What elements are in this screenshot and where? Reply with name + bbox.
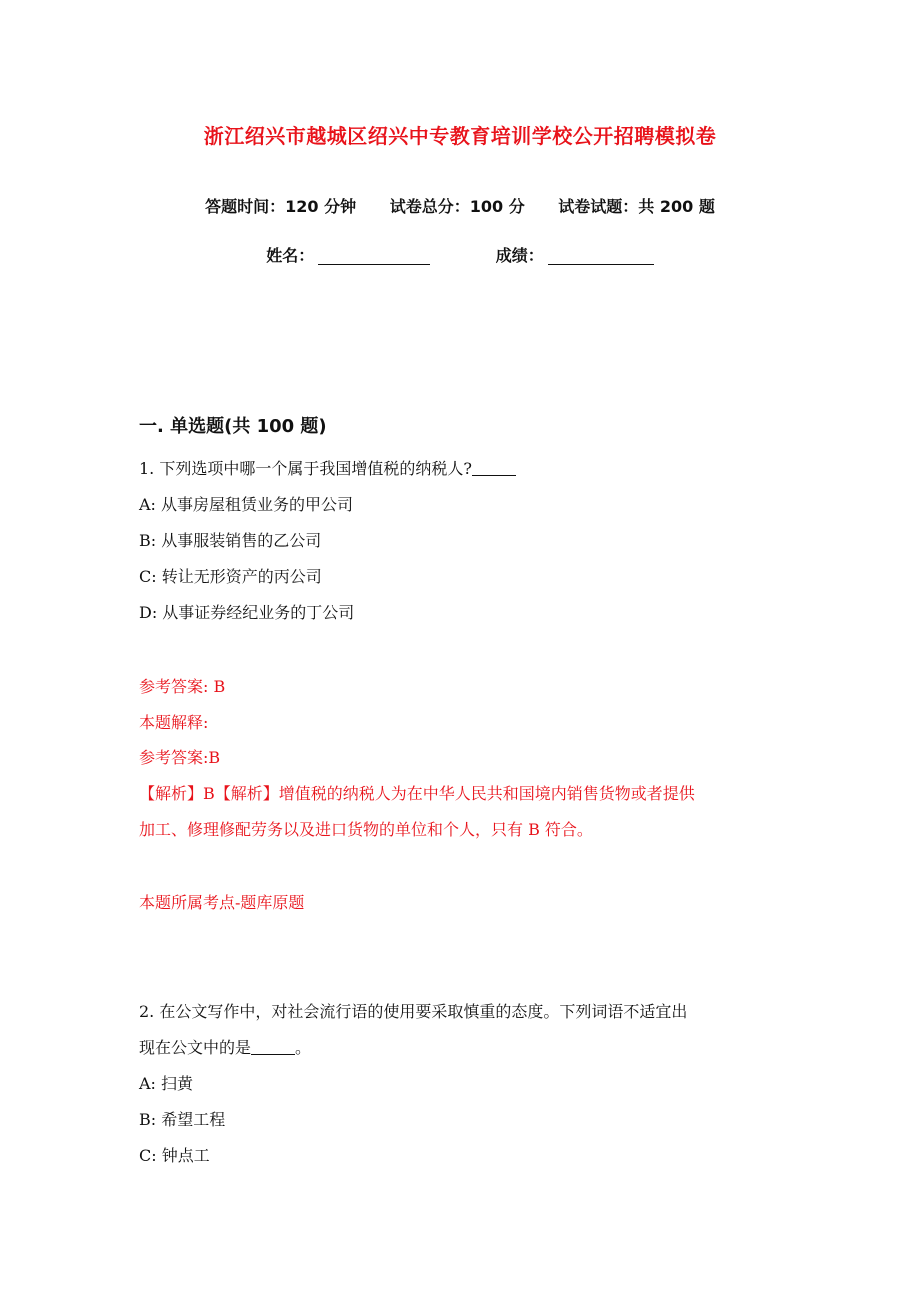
question-2-stem-line-2: 现在公文中的是 。 — [139, 1038, 312, 1057]
exam-time: 答题时间：120 分钟 — [205, 197, 357, 216]
question-1-option-a: A: 从事房屋租赁业务的甲公司 — [139, 495, 354, 514]
question-1-stem: 1. 下列选项中哪一个属于我国增值税的纳税人? — [139, 456, 516, 479]
question-2-stem-line-1: 2. 在公文写作中，对社会流行语的使用要采取慎重的态度。下列词语不适宜出 — [139, 1002, 688, 1021]
question-2-option-a: A: 扫黄 — [139, 1074, 194, 1093]
question-1-option-d: D: 从事证券经纪业务的丁公司 — [139, 603, 355, 622]
score-blank — [548, 246, 654, 265]
question-1-answer: 参考答案: B — [139, 677, 226, 696]
question-2-option-c: C: 钟点工 — [139, 1146, 210, 1165]
exam-total-score: 试卷总分：100 分 — [389, 197, 525, 216]
answer-blank — [251, 1040, 295, 1055]
question-1-analysis-line-1: 【解析】B【解析】增值税的纳税人为在中华人民共和国境内销售货物或者提供 — [139, 784, 695, 803]
exam-question-count: 试卷试题：共 200 题 — [558, 197, 715, 216]
name-blank — [318, 246, 430, 265]
question-1-option-b: B: 从事服装销售的乙公司 — [139, 531, 322, 550]
score-label: 成绩： — [495, 246, 544, 265]
name-field — [266, 243, 430, 266]
question-2-option-b: B: 希望工程 — [139, 1110, 226, 1129]
name-label: 姓名： — [266, 246, 315, 265]
question-1-explain-label: 本题解释: — [139, 713, 209, 732]
question-1-analysis-line-2: 加工、修理修配劳务以及进口货物的单位和个人，只有 B 符合。 — [139, 820, 593, 839]
name-score-row — [0, 243, 920, 266]
question-1-answer-repeat: 参考答案:B — [139, 748, 221, 767]
score-field — [496, 243, 654, 266]
question-1-option-c: C: 转让无形资产的丙公司 — [139, 567, 322, 586]
exam-title: 浙江绍兴市越城区绍兴中专教育培训学校公开招聘模拟卷 — [203, 124, 717, 148]
question-1-source: 本题所属考点-题库原题 — [139, 893, 305, 912]
exam-meta — [0, 194, 920, 217]
answer-blank — [472, 461, 516, 476]
section-title: 一. 单选题(共 100 题) — [139, 416, 327, 437]
